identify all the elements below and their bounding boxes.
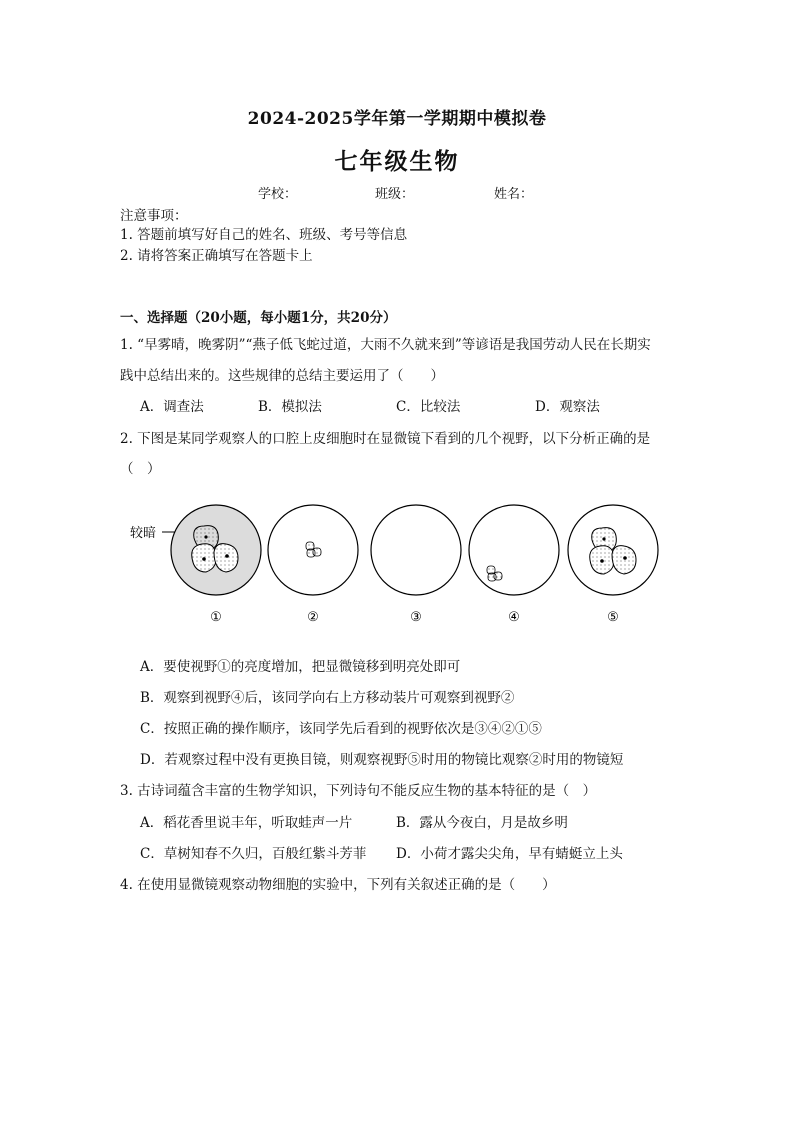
q2-stem-line1: 2. 下图是某同学观察人的口腔上皮细胞时在显微镜下看到的几个视野，以下分析正确的是 [120,431,651,447]
q1-option-b: B．模拟法 [258,399,322,415]
q3-stem: 3. 古诗词蕴含丰富的生物学知识，下列诗句不能反应生物的基本特征的是（ ） [120,783,597,799]
microscope-field-2 [268,505,358,595]
q1-option-c: C．比较法 [396,399,461,415]
q3-option-b: B．露从今夜白，月是故乡明 [396,815,568,831]
field-label-3: ③ [410,610,422,625]
microscope-field-4 [469,505,559,595]
callout-label: 较暗 [130,525,157,540]
q3-option-c: C．草树知春不久归，百般红紫斗芳菲 [140,846,367,862]
q2-option-b: B．观察到视野④后，该同学向右上方移动装片可观察到视野② [140,690,515,706]
q4-stem: 4. 在使用显微镜观察动物细胞的实验中，下列有关叙述正确的是（ ） [120,877,556,893]
microscope-field-1 [171,505,261,595]
exam-subject: 七年级生物 [334,148,460,175]
q2-option-d: D．若观察过程中没有更换目镜，则观察视野⑤时用的物镜比观察②时用的物镜短 [140,752,624,768]
q1-stem-line1: 1. “早雾晴，晚雾阴”“燕子低飞蛇过道，大雨不久就来到”等谚语是我国劳动人民在长期实 [120,337,651,353]
q3-option-a: A．稻花香里说丰年，听取蛙声一片 [140,815,353,831]
q1-stem-line2: 践中总结出来的。这些规律的总结主要运用了（ ） [120,368,444,384]
field-label-2: ② [307,610,319,625]
school-field-label: 学校： [258,187,298,202]
q2-option-c: C．按照正确的操作顺序，该同学先后看到的视野依次是③④②①⑤ [140,721,542,737]
name-field-label: 姓名： [494,187,534,202]
notes-item: 1. 答题前填写好自己的姓名、班级、考号等信息 [120,227,408,243]
field-label-5: ⑤ [607,610,619,625]
microscope-field-5 [568,505,658,595]
q2-option-a: A．要使视野①的亮度增加，把显微镜移到明亮处即可 [140,659,461,675]
q1-option-a: A．调查法 [140,399,204,415]
q2-stem-line2: （ ） [120,461,161,477]
notes-item: 2. 请将答案正确填写在答题卡上 [120,248,313,264]
notes-heading: 注意事项： [120,208,188,224]
class-field-label: 班级： [375,187,415,202]
exam-title: 2024-2025学年第一学期期中模拟卷 [247,109,547,129]
microscope-field-3 [371,505,461,595]
q1-option-d: D．观察法 [535,399,600,415]
microscope-fields-figure [120,500,680,630]
field-label-1: ① [210,610,222,625]
q3-option-d: D．小荷才露尖尖角，早有蜻蜓立上头 [396,846,623,862]
section-heading: 一、选择题（20小题，每小题1分，共20分） [120,310,397,326]
field-label-4: ④ [508,610,520,625]
